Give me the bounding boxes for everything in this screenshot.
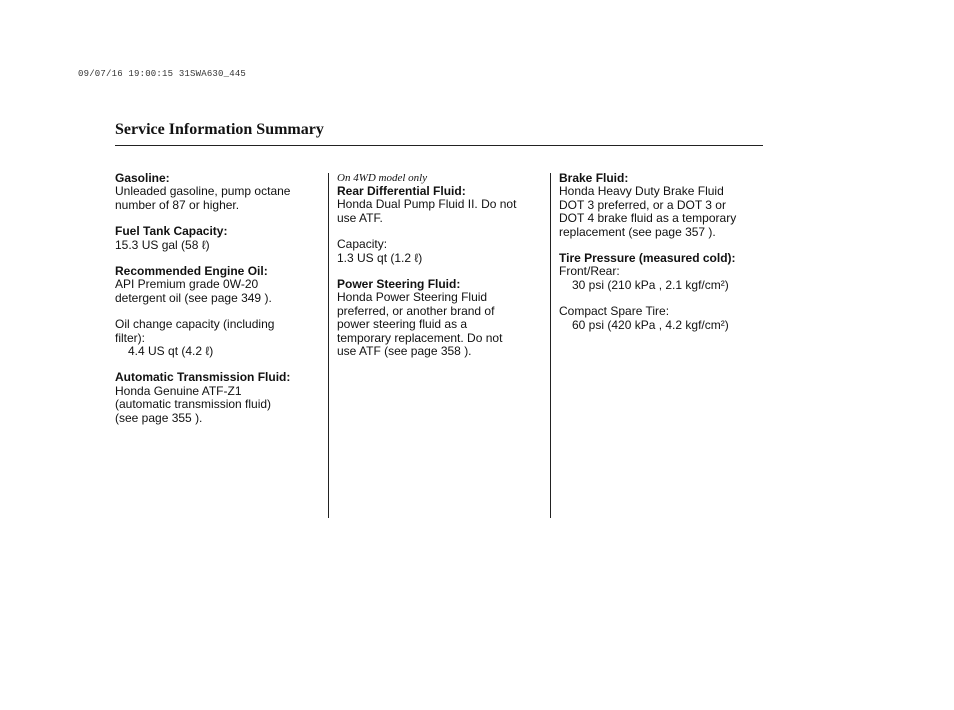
engine-oil-label: Recommended Engine Oil: <box>115 264 268 279</box>
tire-front-rear-value: 30 psi (210 kPa , 2.1 kgf/cm²) <box>572 277 729 292</box>
atf-label: Automatic Transmission Fluid: <box>115 370 291 385</box>
engine-oil-text-2: detergent oil (see page 349 ). <box>115 290 272 305</box>
tire-pressure-section <box>559 252 764 292</box>
atf-text-3: (see page 355 ). <box>115 410 203 425</box>
gasoline-text-2: number of 87 or higher. <box>115 197 240 212</box>
brake-fluid-section <box>559 172 764 239</box>
rear-differential-text-1: Honda Dual Pump Fluid II. Do not <box>337 197 517 212</box>
brake-fluid-label: Brake Fluid: <box>559 171 629 185</box>
brake-fluid-text-4: replacement (see page 357 ). <box>559 224 716 239</box>
oil-capacity-text-2: filter): <box>115 330 145 345</box>
atf-text-2: (automatic transmission fluid) <box>115 397 272 412</box>
title-divider <box>115 145 763 146</box>
column-divider-left <box>328 173 329 518</box>
atf-section <box>115 371 320 425</box>
gasoline-text-1: Unleaded gasoline, pump octane <box>115 184 291 199</box>
fuel-tank-section <box>115 225 320 252</box>
engine-oil-section <box>115 265 320 305</box>
brake-fluid-text-1: Honda Heavy Duty Brake Fluid <box>559 184 724 199</box>
oil-capacity-text-1: Oil change capacity (including <box>115 317 275 332</box>
power-steering-text-5: use ATF (see page 358 ). <box>337 344 472 359</box>
power-steering-text-3: power steering fluid as a <box>337 317 468 332</box>
atf-text-1: Honda Genuine ATF-Z1 <box>115 383 242 398</box>
differential-capacity-value: 1.3 US qt (1.2 ℓ) <box>337 250 423 265</box>
gasoline-section <box>115 172 320 212</box>
document-stamp: 09/07/16 19:00:15 31SWA630_445 <box>78 69 247 79</box>
brake-fluid-text-2: DOT 3 preferred, or a DOT 3 or <box>559 197 726 212</box>
fuel-tank-value: 15.3 US gal (58 ℓ) <box>115 237 210 252</box>
page-title: Service Information Summary <box>115 121 324 138</box>
oil-capacity-section <box>115 318 320 358</box>
gasoline-label: Gasoline: <box>115 171 170 185</box>
fuel-tank-label: Fuel Tank Capacity: <box>115 224 228 239</box>
column-differential-steering <box>337 172 542 371</box>
model-note: On 4WD model only <box>337 172 428 184</box>
brake-fluid-text-3: DOT 4 brake fluid as a temporary <box>559 211 737 226</box>
spare-tire-value: 60 psi (420 kPa , 4.2 kgf/cm²) <box>572 317 729 332</box>
tire-front-rear-label: Front/Rear: <box>559 264 620 279</box>
column-brake-tire <box>559 172 764 345</box>
power-steering-label: Power Steering Fluid: <box>337 277 461 292</box>
column-divider-right <box>550 173 551 518</box>
spare-tire-section <box>559 305 764 332</box>
rear-differential-section <box>337 172 542 225</box>
oil-capacity-value: 4.4 US qt (4.2 ℓ) <box>128 344 214 359</box>
differential-capacity-section <box>337 238 542 265</box>
spare-tire-label: Compact Spare Tire: <box>559 304 670 319</box>
power-steering-text-2: preferred, or another brand of <box>337 303 495 318</box>
rear-differential-label: Rear Differential Fluid: <box>337 184 466 198</box>
differential-capacity-label: Capacity: <box>337 237 388 252</box>
power-steering-section <box>337 278 542 358</box>
tire-pressure-label: Tire Pressure (measured cold): <box>559 251 736 266</box>
column-fuel-oil <box>115 172 320 438</box>
power-steering-text-1: Honda Power Steering Fluid <box>337 290 488 305</box>
engine-oil-text-1: API Premium grade 0W-20 <box>115 277 259 292</box>
rear-differential-text-2: use ATF. <box>337 210 383 225</box>
power-steering-text-4: temporary replacement. Do not <box>337 330 503 345</box>
